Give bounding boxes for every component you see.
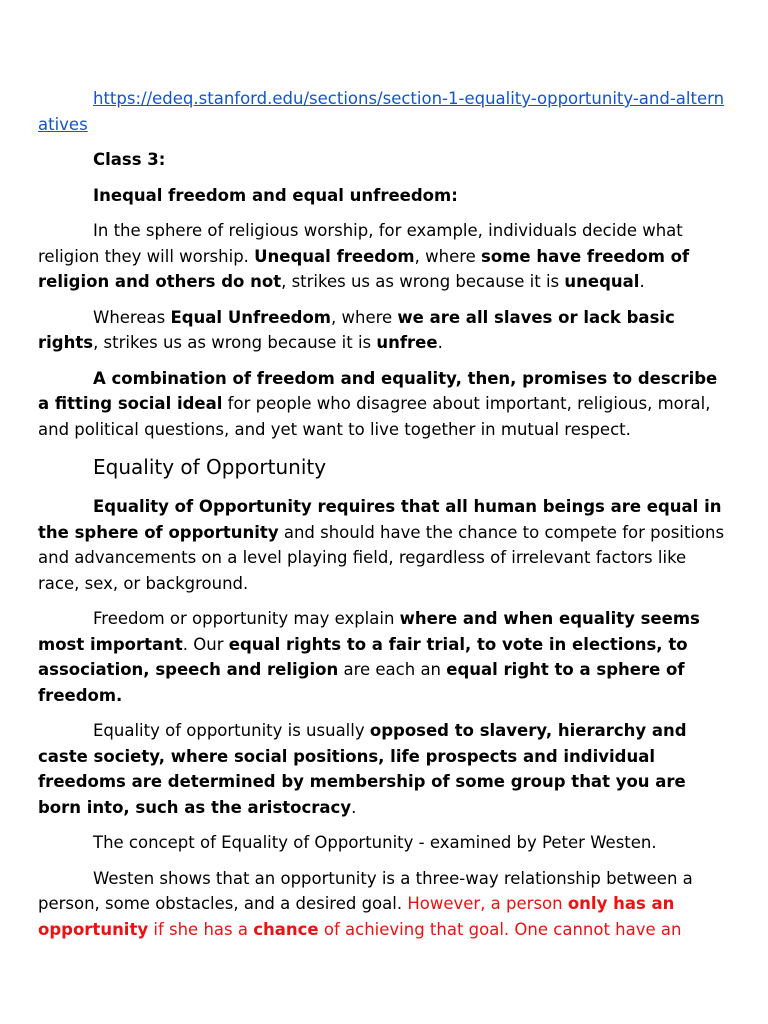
text-run: equal rights to a fair trial, to vote in elections, to association, speech and religion — [38, 634, 688, 679]
text-run: equal right to a sphere of freedom. — [38, 660, 685, 705]
text-run: , strikes us as wrong because it is — [93, 333, 377, 352]
text-run: Equality of Opportunity requires that all human beings are equal in the sphere of opportunity — [38, 497, 722, 542]
text-run: opposed to slavery, hierarchy and caste society, where social positions, life prospects and individual freedoms are determined by membership of some group that you are born into, such as the aristocracy — [38, 721, 687, 817]
section-title: Equality of Opportunity — [93, 455, 327, 479]
document-page — [38, 86, 728, 952]
text-run: However, a person — [407, 894, 568, 913]
text-run: , where — [331, 307, 398, 327]
paragraph-combination — [38, 366, 728, 443]
text-run: only has an opportunity — [38, 894, 675, 939]
text-run: Westen shows that an opportunity is a three-way relationship between a person, some obstacles, and a desired goal. — [38, 868, 693, 913]
text-run: . Our — [182, 634, 229, 654]
text-run: and should have the chance to compete for positions and advancements on a level playing field, regardless of irrelevant factors like race, sex, or background. — [38, 522, 725, 593]
text-run: Whereas — [93, 307, 171, 327]
paragraph-equal-unfreedom — [38, 305, 728, 356]
text-run: Equality of opportunity is usually — [93, 721, 370, 740]
paragraph-opposed-slavery — [38, 718, 728, 820]
text-run: if she has a — [148, 919, 254, 939]
text-run: unfree — [376, 333, 438, 352]
text-run: Equal Unfreedom — [170, 307, 331, 327]
text-run: are each an — [338, 660, 447, 679]
text-run: of achieving that goal. One cannot have an — [318, 919, 682, 939]
text-run: , where — [414, 246, 482, 266]
text-run: A combination of freedom and equality, then, promises to describe a fitting social ideal — [38, 368, 718, 413]
text-run: where and when equality seems most important — [38, 609, 700, 654]
text-run: , strikes us as wrong because it is — [281, 272, 565, 291]
class-label: Class 3: — [93, 150, 166, 169]
text-run: we are all slaves or lack basic rights — [38, 307, 675, 352]
paragraph-westen-relationship — [38, 866, 728, 943]
text-run: The concept of Equality of Opportunity - examined by Peter Westen. — [93, 833, 657, 852]
text-run: . — [437, 333, 443, 352]
subheading: Inequal freedom and equal unfreedom: — [93, 185, 458, 205]
text-run: chance — [253, 919, 319, 939]
text-run: for people who disagree about important, religious, moral, and political questions, and yet want to live together in mutual respect. — [38, 394, 711, 439]
paragraph-equality-definition — [38, 494, 728, 596]
text-run: . — [639, 272, 645, 291]
text-run: unequal — [564, 272, 640, 291]
paragraph-freedom-opportunity — [38, 606, 728, 708]
paragraph-religious-worship — [38, 218, 728, 295]
text-run: In the sphere of religious worship, for example, individuals decide what religion they will worship. — [38, 221, 683, 266]
text-run: some have freedom of religion and others do not — [38, 246, 690, 291]
text-run: Unequal freedom — [254, 246, 415, 266]
text-run: Freedom or opportunity may explain — [93, 609, 400, 628]
paragraph-westen-concept — [38, 830, 728, 856]
source-link[interactable]: https://edeq.stanford.edu/sections/section-1-equality-opportunity-and-alternatives — [38, 89, 725, 134]
text-run: . — [351, 797, 357, 817]
